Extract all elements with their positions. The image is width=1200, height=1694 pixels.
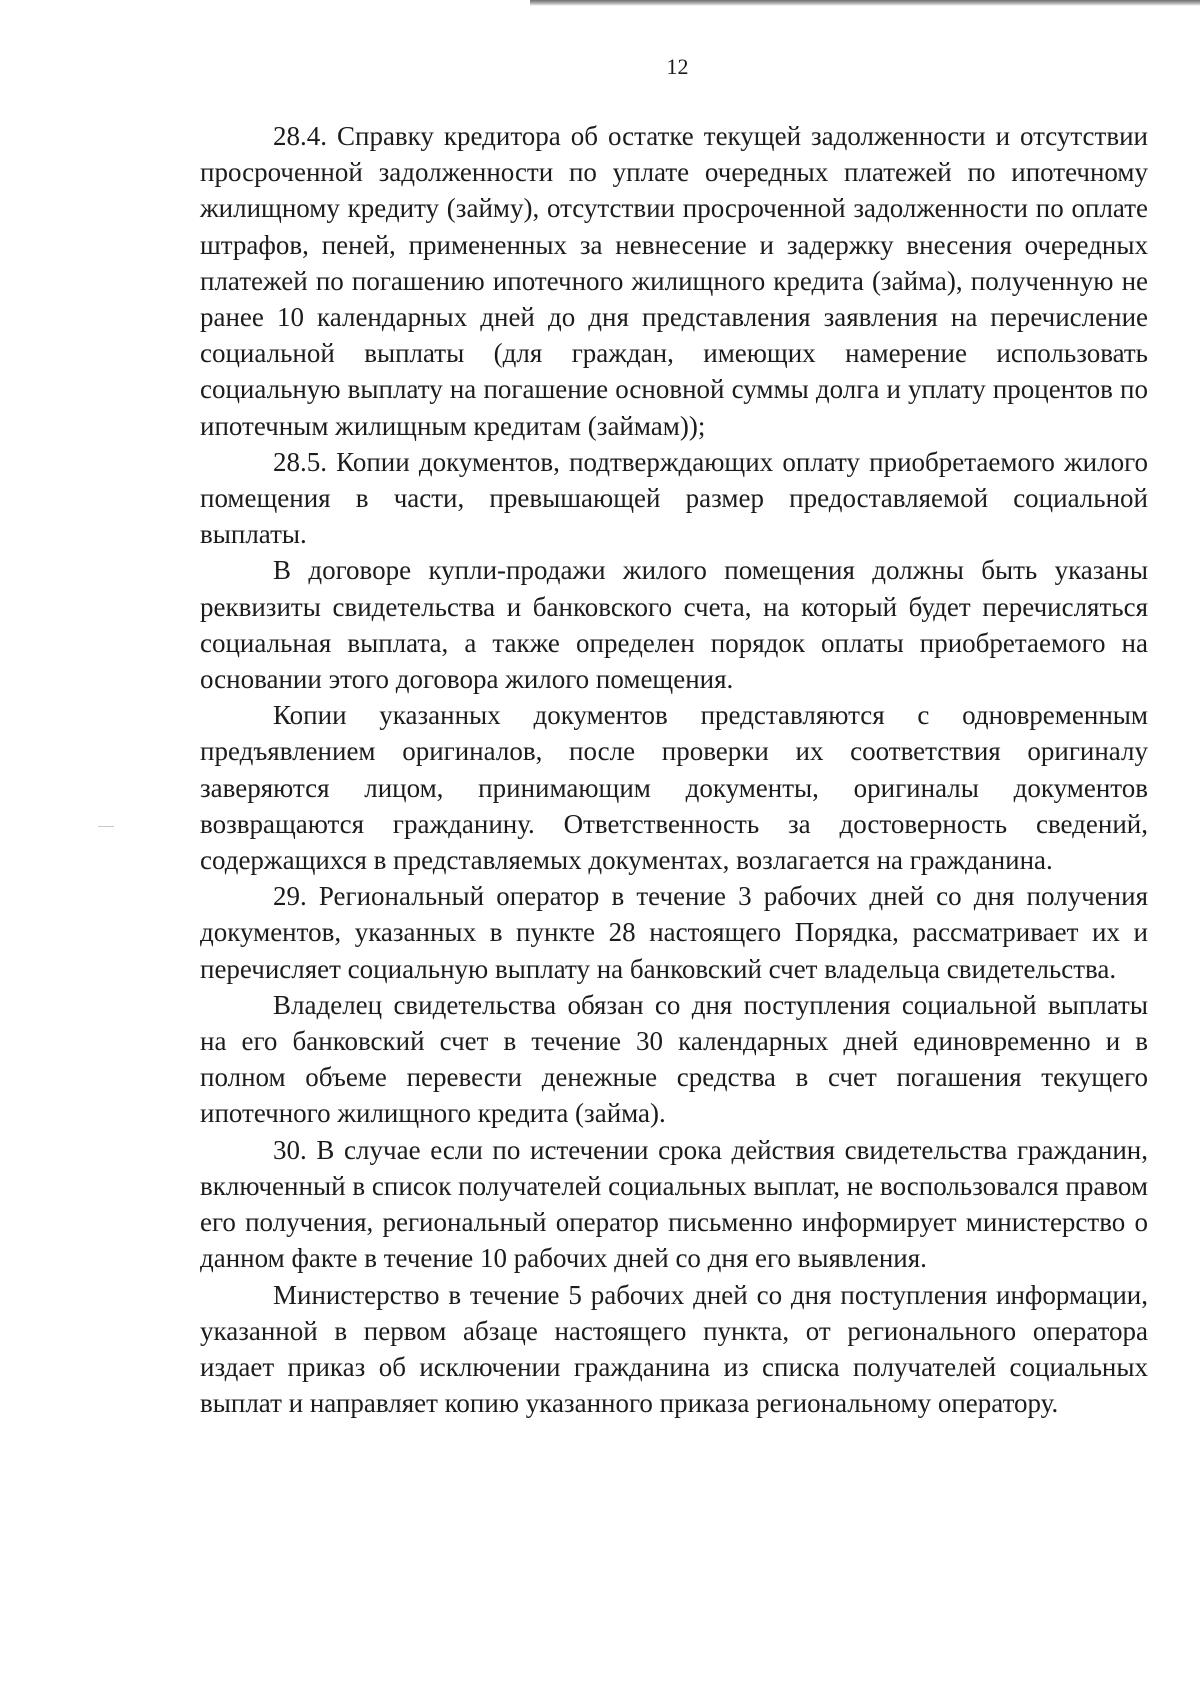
paragraph-owner-obligation: Владелец свидетельства обязан со дня поступления социальной выплаты на его банковский счет в течение 30 календарных дней единовременно и в полном объеме перевести денежные средства в счет погашения текущего ипотечного жилищного кредита (займа). bbox=[200, 989, 1148, 1129]
paragraph-contract-details: В договоре купли-продажи жилого помещения должны быть указаны реквизиты свидетельства и банковского счета, на который будет перечисляться социальная выплата, а также определен порядок оплаты приобретаемого на основании этого договора жилого помещения. bbox=[200, 555, 1148, 695]
paragraph-30: 30. В случае если по истечении срока действия свидетельства гражданин, включенный в список получателей социальных выплат, не воспользовался правом его получения, региональный оператор письменно информирует министерство о данном факте в течение 10 рабочих дней со дня его выявления. bbox=[200, 1134, 1148, 1274]
paragraph-ministry-order: Министерство в течение 5 рабочих дней со дня поступления информации, указанной в первом абзаце настоящего пункта, от регионального оператора издает приказ об исключении гражданина из списка получателей социальных выплат и направляет копию указанного приказа региональному оператору. bbox=[200, 1279, 1148, 1419]
paragraph-29: 29. Региональный оператор в течение 3 рабочих дней со дня получения документов, указанных в пункте 28 настоящего Порядка, рассматривает их и перечисляет социальную выплату на банковский счет владельца свидетельства. bbox=[200, 881, 1148, 984]
paragraph-28-4: 28.4. Справку кредитора об остатке текущей задолженности и отсутствии просроченной задолженности по уплате очередных платежей по ипотечному жилищному кредиту (займу), отсутствии просроченной задолженности по оплате штрафов, пеней, примененных за невнесение и задержку внесения очередных платежей по погашению ипотечного жилищного кредита (займа), полученную не ранее 10 календарных дней до дня представления заявления на перечисление социальной выплаты (для граждан, имеющих намерение использовать социальную выплату на погашение основной суммы долга и уплату процентов по ипотечным жилищным кредитам (займам)); bbox=[200, 121, 1148, 441]
scan-top-edge bbox=[530, 0, 1200, 6]
page-number: 12 bbox=[666, 54, 689, 79]
paragraph-28-5: 28.5. Копии документов, подтверждающих оплату приобретаемого жилого помещения в части, превышающей размер предоставляемой социальной выплаты. bbox=[200, 446, 1148, 550]
paragraph-document-copies: Копии указанных документов представляются с одновременным предъявлением оригиналов, после проверки их соответствия оригиналу заверяются лицом, принимающим документы, оригиналы документов возвращаются гражданину. Ответственность за достоверность сведений, содержащихся в представляемых документах, возлагается на гражданина. bbox=[200, 700, 1148, 876]
document-body bbox=[200, 118, 1148, 1421]
scan-margin-mark bbox=[98, 826, 114, 827]
